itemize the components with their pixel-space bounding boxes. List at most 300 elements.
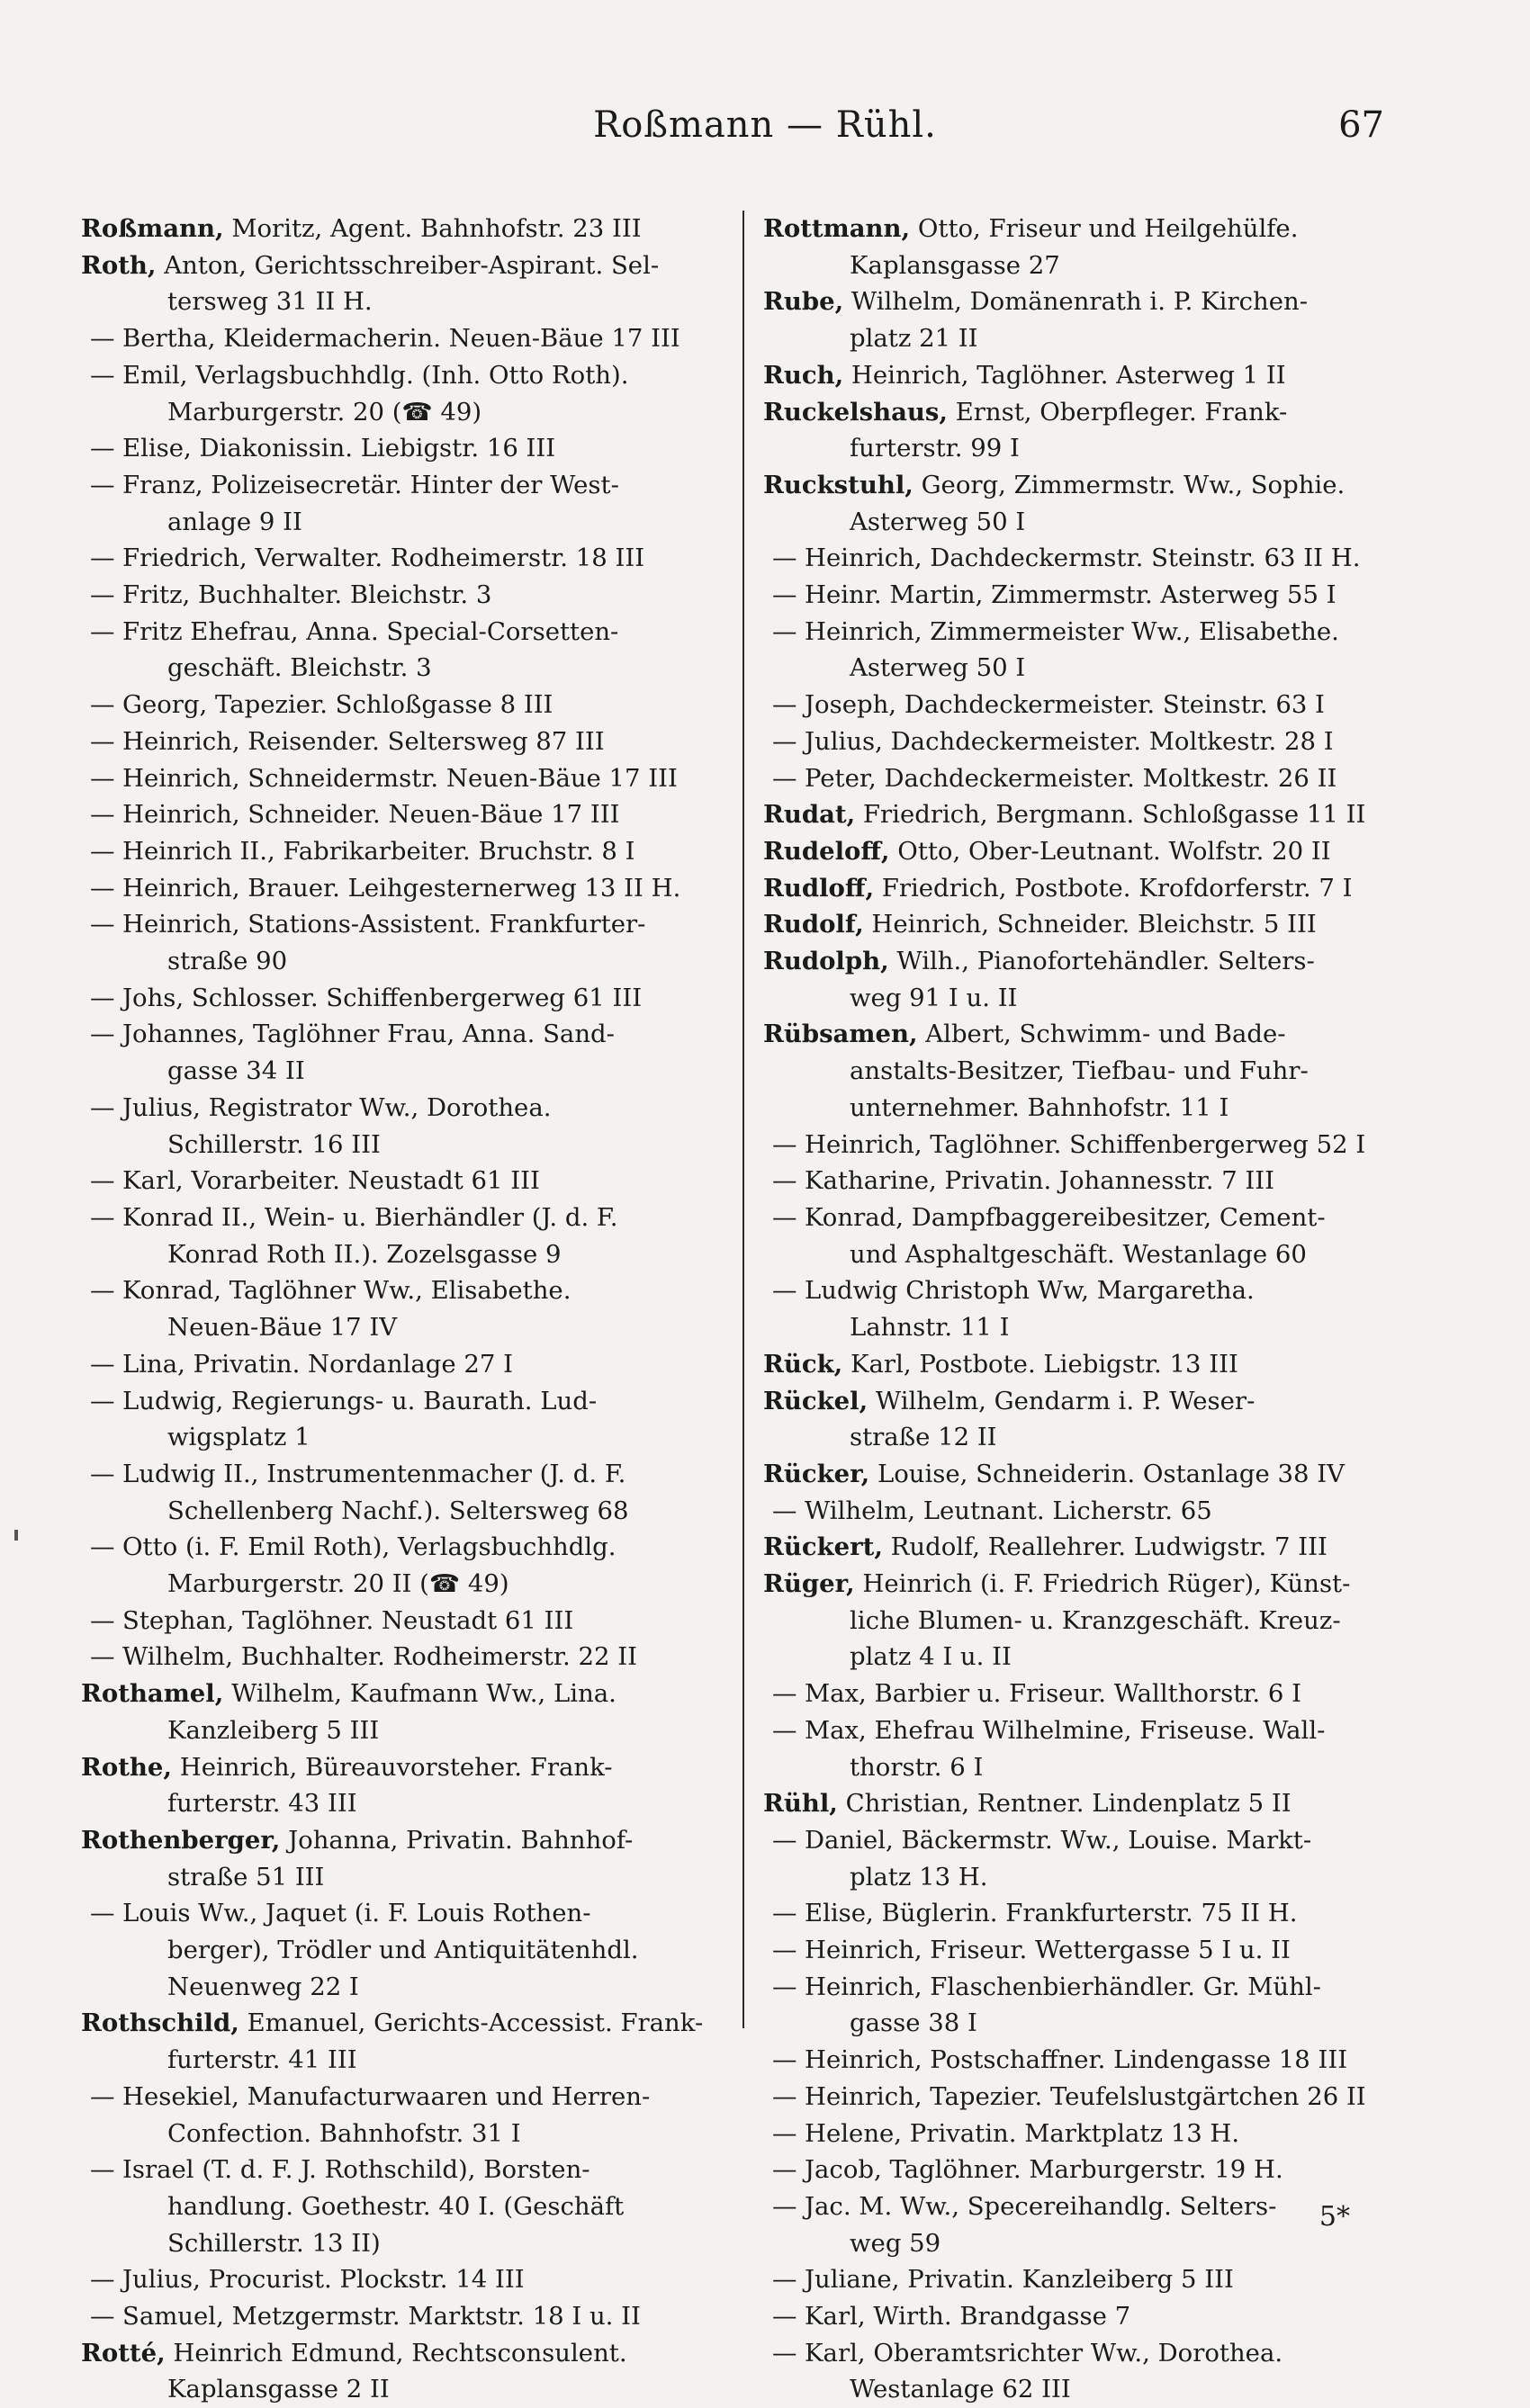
entry-text: Emil, Verlagsbuchhdlg. (Inh. Otto Roth). <box>122 360 629 390</box>
entry-text: wigsplatz 1 <box>167 1423 310 1452</box>
directory-entry <box>81 357 706 430</box>
entry-first-line <box>81 320 706 357</box>
directory-entry <box>763 943 1389 1016</box>
entry-first-line <box>763 1676 1389 1712</box>
directory-entry <box>81 1456 706 1529</box>
entry-first-line <box>81 980 706 1017</box>
directory-entry <box>81 1749 706 1822</box>
entry-continuation-line <box>763 2371 1389 2408</box>
entry-text: Stephan, Taglöhner. Neustadt 61 III <box>122 1605 574 1635</box>
directory-entry <box>81 1603 706 1640</box>
directory-entry <box>81 870 706 907</box>
directory-entry <box>81 1639 706 1676</box>
entry-text: Louis Ww., Jaquet (i. F. Louis Rothen- <box>122 1899 591 1928</box>
entry-first-line <box>81 906 706 943</box>
entry-text: Fritz, Buchhalter. Bleichstr. 3 <box>122 580 492 610</box>
entry-first-line <box>763 2261 1389 2298</box>
ditto-dash: — <box>772 544 797 573</box>
entry-first-line <box>81 1529 706 1566</box>
directory-entry <box>763 211 1389 283</box>
entry-first-line <box>81 1822 706 1859</box>
directory-entry <box>763 1822 1389 1895</box>
entry-text: Johs, Schlosser. Schiffenbergerweg 61 III <box>122 983 643 1012</box>
entry-text: Wilhelm, Domänenrath i. P. Kirchen- <box>850 287 1309 317</box>
entry-text: weg 59 <box>850 2228 941 2258</box>
entry-text: Kaplansgasse 27 <box>850 250 1060 280</box>
ditto-dash: — <box>90 1092 115 1122</box>
entry-text: Rudolf, Reallehrer. Ludwigstr. 7 III <box>890 1532 1328 1562</box>
ditto-dash: — <box>90 1202 115 1232</box>
directory-entry <box>81 1272 706 1345</box>
entry-first-line <box>81 796 706 833</box>
ditto-dash: — <box>90 1532 115 1562</box>
entry-first-line <box>763 943 1389 980</box>
entry-first-line <box>763 540 1389 577</box>
entry-first-line <box>763 687 1389 723</box>
entry-first-line <box>81 723 706 760</box>
entry-first-line <box>763 1127 1389 1164</box>
entry-text: Heinrich, Büreauvorsteher. Frank- <box>179 1752 613 1782</box>
entry-text: Louise, Schneiderin. Ostanlage 38 IV <box>877 1459 1345 1488</box>
entry-first-line <box>763 870 1389 907</box>
directory-entry <box>81 980 706 1017</box>
directory-entry <box>763 394 1389 467</box>
directory-entry <box>81 1016 706 1089</box>
directory-entry <box>81 2079 706 2152</box>
directory-entry <box>763 1566 1389 1676</box>
entry-text: platz 13 H. <box>850 1862 988 1891</box>
directory-entry <box>81 1163 706 1200</box>
ditto-dash: — <box>90 434 115 463</box>
entry-text: Franz, Polizeisecretär. Hinter der West- <box>122 470 619 499</box>
ditto-dash: — <box>772 1129 797 1159</box>
entry-text: Wilh., Pianofortehändler. Selters- <box>896 947 1315 976</box>
ditto-dash: — <box>772 1166 797 1196</box>
entry-surname: Rudat, <box>763 800 856 830</box>
entry-text: Otto (i. F. Emil Roth), Verlagsbuchhdlg. <box>122 1532 616 1562</box>
entry-first-line <box>81 870 706 907</box>
entry-continuation-line <box>81 1236 706 1273</box>
left-column <box>81 211 706 2408</box>
entry-first-line <box>81 1895 706 1932</box>
ditto-dash: — <box>772 2118 797 2148</box>
directory-entry <box>763 283 1389 356</box>
directory-entry <box>763 1529 1389 1566</box>
entry-first-line <box>763 1895 1389 1932</box>
entry-first-line <box>763 723 1389 760</box>
directory-entry <box>763 540 1389 577</box>
entry-first-line <box>81 687 706 723</box>
entry-text: Hesekiel, Manufacturwaaren und Herren- <box>122 2081 651 2111</box>
entry-first-line <box>763 760 1389 797</box>
entry-first-line <box>763 394 1389 431</box>
entry-text: Friedrich, Bergmann. Schloßgasse 11 II <box>862 800 1366 830</box>
directory-entry <box>763 1712 1389 1785</box>
entry-first-line <box>81 1016 706 1053</box>
entry-first-line <box>81 614 706 651</box>
entry-text: Konrad, Dampfbaggereibesitzer, Cement- <box>805 1202 1326 1232</box>
entry-text: Schellenberg Nachf.). Seltersweg 68 <box>167 1496 629 1525</box>
ditto-dash: — <box>90 1605 115 1635</box>
entry-text: Georg, Tapezier. Schloßgasse 8 III <box>122 690 554 720</box>
entry-text: berger), Trödler und Antiquitätenhdl. <box>167 1936 639 1965</box>
directory-entry <box>81 540 706 577</box>
directory-entry <box>763 577 1389 614</box>
ditto-dash: — <box>772 2081 797 2111</box>
ditto-dash: — <box>772 2302 797 2332</box>
ditto-dash: — <box>772 1715 797 1745</box>
entry-surname: Rühl, <box>763 1789 838 1819</box>
entry-first-line <box>81 1200 706 1236</box>
entry-first-line <box>81 760 706 797</box>
entry-text: Albert, Schwimm- und Bade- <box>925 1020 1286 1049</box>
entry-text: Heinrich, Taglöhner. Schiffenbergerweg 52 I <box>805 1129 1366 1159</box>
entry-text: Lina, Privatin. Nordanlage 27 I <box>122 1349 513 1379</box>
entry-text: handlung. Goethestr. 40 I. (Geschäft <box>167 2191 625 2221</box>
ditto-dash: — <box>90 1459 115 1488</box>
directory-entry <box>81 614 706 687</box>
entry-surname: Rudolph, <box>763 947 889 976</box>
entry-text: Westanlage 62 III <box>850 2375 1071 2404</box>
entry-text: Anton, Gerichtsschreiber-Aspirant. Sel- <box>164 250 660 280</box>
entry-first-line <box>81 1603 706 1640</box>
ditto-dash: — <box>90 1642 115 1672</box>
entry-first-line <box>81 1090 706 1127</box>
entry-continuation-line <box>763 1603 1389 1640</box>
directory-entry <box>763 357 1389 394</box>
entry-continuation-line <box>81 1712 706 1749</box>
entry-text: Karl, Postbote. Liebigstr. 13 III <box>850 1349 1238 1379</box>
ditto-dash: — <box>90 470 115 499</box>
entry-text: Heinrich, Dachdeckermstr. Steinstr. 63 II H. <box>805 544 1361 573</box>
entry-continuation-line <box>81 1053 706 1090</box>
entry-text: Johannes, Taglöhner Frau, Anna. Sand- <box>122 1020 615 1049</box>
directory-entry <box>81 906 706 979</box>
entry-surname: Rothenberger, <box>81 1825 281 1855</box>
directory-entry <box>81 1346 706 1383</box>
entry-text: furterstr. 41 III <box>167 2045 357 2075</box>
entry-first-line <box>81 2298 706 2335</box>
directory-entry <box>763 1272 1389 1345</box>
entry-continuation-line <box>763 650 1389 687</box>
entry-continuation-line <box>81 2116 706 2152</box>
entry-continuation-line <box>81 2188 706 2225</box>
directory-entry <box>763 2298 1389 2335</box>
entry-continuation-line <box>763 1639 1389 1676</box>
entry-text: Ludwig II., Instrumentenmacher (J. d. F. <box>122 1459 626 1488</box>
entry-text: Bertha, Kleidermacherin. Neuen-Bäue 17 III <box>122 324 680 354</box>
directory-entry <box>763 2116 1389 2152</box>
entry-first-line <box>81 2079 706 2116</box>
entry-first-line <box>763 1822 1389 1859</box>
entry-first-line <box>763 2298 1389 2335</box>
entry-text: weg 91 I u. II <box>850 983 1018 1012</box>
directory-entry <box>763 467 1389 540</box>
entry-text: straße 51 III <box>167 1862 325 1891</box>
directory-entry <box>763 2152 1389 2188</box>
entry-text: Heinrich II., Fabrikarbeiter. Bruchstr. 8 I <box>122 836 635 866</box>
ditto-dash: — <box>772 763 797 793</box>
entry-text: Julius, Registrator Ww., Dorothea. <box>122 1092 552 1122</box>
entry-surname: Ruckstuhl, <box>763 470 914 499</box>
ditto-dash: — <box>90 763 115 793</box>
ditto-dash: — <box>772 1496 797 1525</box>
entry-surname: Rüger, <box>763 1569 855 1599</box>
ditto-dash: — <box>90 910 115 939</box>
entry-first-line <box>763 1163 1389 1200</box>
entry-text: Konrad Roth II.). Zozelsgasse 9 <box>167 1239 562 1269</box>
directory-entry <box>81 1676 706 1748</box>
entry-surname: Rottmann, <box>763 214 911 243</box>
entry-surname: Roßmann, <box>81 214 224 243</box>
entry-continuation-line <box>763 1236 1389 1273</box>
directory-entry <box>81 1895 706 2005</box>
directory-entry <box>763 1932 1389 1969</box>
signature-mark: 5* <box>1318 2201 1350 2233</box>
entry-text: Heinrich, Tapezier. Teufelslustgärtchen 26 II <box>805 2081 1366 2111</box>
directory-entry <box>81 2335 706 2408</box>
entry-text: Karl, Vorarbeiter. Neustadt 61 III <box>122 1166 540 1196</box>
directory-entry <box>763 2335 1389 2408</box>
entry-text: Max, Barbier u. Friseur. Wallthorstr. 6 I <box>805 1679 1301 1709</box>
entry-text: furterstr. 99 I <box>850 434 1020 463</box>
entry-continuation-line <box>81 1566 706 1603</box>
entry-first-line <box>81 2152 706 2188</box>
entry-continuation-line <box>81 1127 706 1164</box>
entry-continuation-line <box>763 1090 1389 1127</box>
directory-entry <box>81 577 706 614</box>
directory-entry <box>81 723 706 760</box>
entry-text: Ernst, Oberpfleger. Frank- <box>955 397 1288 427</box>
entry-text: Marburgerstr. 20 (☎ 49) <box>167 397 482 427</box>
entry-text: Wilhelm, Gendarm i. P. Weser- <box>875 1386 1256 1415</box>
directory-entry <box>763 1383 1389 1456</box>
entry-surname: Ruch, <box>763 360 844 390</box>
directory-entry <box>763 2188 1389 2261</box>
entry-text: Heinr. Martin, Zimmermstr. Asterweg 55 I <box>805 580 1336 610</box>
ditto-dash: — <box>772 690 797 720</box>
entry-text: geschäft. Bleichstr. 3 <box>167 653 432 683</box>
entry-continuation-line <box>763 980 1389 1017</box>
entry-first-line <box>763 906 1389 943</box>
entry-text: Heinrich, Schneidermstr. Neuen-Bäue 17 III <box>122 763 678 793</box>
directory-entry <box>81 1529 706 1602</box>
entry-text: Confection. Bahnhofstr. 31 I <box>167 2118 521 2148</box>
entry-text: Heinrich, Reisender. Seltersweg 87 III <box>122 726 605 756</box>
ditto-dash: — <box>90 616 115 646</box>
directory-entry <box>81 247 706 320</box>
entry-first-line <box>763 2152 1389 2188</box>
entry-first-line <box>763 833 1389 870</box>
entry-first-line <box>763 1785 1389 1822</box>
entry-continuation-line <box>763 430 1389 467</box>
entry-text: Heinrich, Zimmermeister Ww., Elisabethe. <box>805 616 1339 646</box>
entry-first-line <box>81 467 706 504</box>
directory-entry <box>81 467 706 540</box>
entry-text: Heinrich, Friseur. Wettergasse 5 I u. II <box>805 1936 1291 1965</box>
ditto-dash: — <box>90 2265 115 2295</box>
entry-surname: Rück, <box>763 1349 843 1379</box>
entry-surname: Rübsamen, <box>763 1020 918 1049</box>
ditto-dash: — <box>772 1679 797 1709</box>
entry-continuation-line <box>81 1932 706 1969</box>
ditto-dash: — <box>90 1899 115 1928</box>
entry-text: und Asphaltgeschäft. Westanlage 60 <box>850 1239 1307 1269</box>
entry-first-line <box>81 357 706 394</box>
directory-entry <box>763 1895 1389 1932</box>
entry-first-line <box>81 1749 706 1786</box>
running-head: Roßmann — Rühl. <box>593 104 937 146</box>
ditto-dash: — <box>90 836 115 866</box>
entry-continuation-line <box>81 283 706 320</box>
ditto-dash: — <box>90 544 115 573</box>
directory-entry <box>81 1200 706 1272</box>
directory-entry <box>81 1822 706 1895</box>
ditto-dash: — <box>90 983 115 1012</box>
entry-text: Konrad II., Wein- u. Bierhändler (J. d. F. <box>122 1202 618 1232</box>
entry-text: Heinrich, Taglöhner. Asterweg 1 II <box>850 360 1286 390</box>
directory-entry <box>763 1493 1389 1530</box>
entry-first-line <box>81 430 706 467</box>
entry-first-line <box>81 1272 706 1309</box>
entry-surname: Rudeloff, <box>763 836 890 866</box>
directory-entry <box>81 1090 706 1163</box>
directory-entry <box>81 2298 706 2335</box>
ditto-dash: — <box>90 2155 115 2185</box>
entry-text: Elise, Büglerin. Frankfurterstr. 75 II H. <box>805 1899 1298 1928</box>
entry-continuation-line <box>81 1969 706 2006</box>
right-column <box>763 211 1389 2408</box>
ditto-dash: — <box>772 1276 797 1306</box>
directory-entry <box>81 2152 706 2261</box>
entry-first-line <box>763 614 1389 651</box>
entry-first-line <box>763 1272 1389 1309</box>
entry-first-line <box>81 577 706 614</box>
ditto-dash: — <box>772 1202 797 1232</box>
entry-continuation-line <box>763 504 1389 541</box>
entry-surname: Rotté, <box>81 2338 166 2368</box>
ditto-dash: — <box>90 726 115 756</box>
directory-entry <box>763 796 1389 833</box>
entry-text: Lahnstr. 11 I <box>850 1313 1010 1343</box>
entry-text: Asterweg 50 I <box>850 653 1026 683</box>
entry-first-line <box>81 1163 706 1200</box>
ditto-dash: — <box>90 580 115 610</box>
entry-continuation-line <box>81 1859 706 1896</box>
entry-surname: Rothschild, <box>81 2008 239 2038</box>
ditto-dash: — <box>90 1349 115 1379</box>
entry-text: unternehmer. Bahnhofstr. 11 I <box>850 1092 1229 1122</box>
directory-entry <box>763 1676 1389 1712</box>
entry-surname: Rothe, <box>81 1752 172 1782</box>
entry-text: Emanuel, Gerichts-Accessist. Frank- <box>247 2008 704 2038</box>
entry-text: Christian, Rentner. Lindenplatz 5 II <box>845 1789 1292 1819</box>
entry-continuation-line <box>81 2042 706 2079</box>
entry-first-line <box>763 1200 1389 1236</box>
ditto-dash: — <box>90 360 115 390</box>
entry-first-line <box>763 2042 1389 2079</box>
entry-text: Otto, Friseur und Heilgehülfe. <box>917 214 1299 243</box>
directory-entry <box>81 687 706 723</box>
entry-text: Julius, Procurist. Plockstr. 14 III <box>122 2265 525 2295</box>
ditto-dash: — <box>772 2265 797 2295</box>
entry-continuation-line <box>763 1749 1389 1786</box>
entry-text: Georg, Zimmermstr. Ww., Sophie. <box>921 470 1346 499</box>
entry-surname: Rückert, <box>763 1532 883 1562</box>
page-number: 67 <box>1338 104 1384 146</box>
entry-continuation-line <box>763 247 1389 284</box>
entry-text: Israel (T. d. F. J. Rothschild), Borsten- <box>122 2155 590 2185</box>
entry-text: Peter, Dachdeckermeister. Moltkestr. 26 II <box>805 763 1337 793</box>
entry-first-line <box>763 2188 1389 2225</box>
entry-first-line <box>763 796 1389 833</box>
entry-continuation-line <box>763 2005 1389 2042</box>
entry-text: Heinrich, Brauer. Leihgesternerweg 13 II H. <box>122 873 681 903</box>
entry-first-line <box>763 2079 1389 2116</box>
entry-surname: Ruckelshaus, <box>763 397 948 427</box>
directory-entry <box>763 1127 1389 1164</box>
entry-continuation-line <box>81 394 706 431</box>
entry-text: Juliane, Privatin. Kanzleiberg 5 III <box>805 2265 1234 2295</box>
ditto-dash: — <box>772 2155 797 2185</box>
directory-entry <box>81 320 706 357</box>
entry-text: Elise, Diakonissin. Liebigstr. 16 III <box>122 434 556 463</box>
ditto-dash: — <box>772 1972 797 2001</box>
entry-continuation-line <box>81 2371 706 2408</box>
entry-text: Johanna, Privatin. Bahnhof- <box>288 1825 634 1855</box>
entry-continuation-line <box>81 1309 706 1346</box>
entry-first-line <box>763 1566 1389 1603</box>
ditto-dash: — <box>90 1020 115 1049</box>
entry-continuation-line <box>81 2225 706 2262</box>
entry-text: straße 90 <box>167 947 288 976</box>
ditto-dash: — <box>90 1276 115 1306</box>
directory-entry <box>763 1016 1389 1126</box>
entry-text: straße 12 II <box>850 1423 997 1452</box>
entry-text: Heinrich, Schneider. Bleichstr. 5 III <box>871 910 1317 939</box>
entry-text: Konrad, Taglöhner Ww., Elisabethe. <box>122 1276 572 1306</box>
entry-text: Heinrich, Flaschenbierhändler. Gr. Mühl- <box>805 1972 1321 2001</box>
ditto-dash: — <box>772 726 797 756</box>
entry-text: liche Blumen- u. Kranzgeschäft. Kreuz- <box>850 1605 1341 1635</box>
entry-text: gasse 38 I <box>850 2008 977 2038</box>
entry-text: Heinrich Edmund, Rechtsconsulent. <box>173 2338 627 2368</box>
entry-continuation-line <box>763 1053 1389 1090</box>
entry-text: Kaplansgasse 2 II <box>167 2375 390 2404</box>
directory-entry <box>763 833 1389 870</box>
directory-entry <box>763 1346 1389 1383</box>
entry-text: Wilhelm, Buchhalter. Rodheimerstr. 22 II <box>122 1642 637 1672</box>
entry-text: Heinrich, Schneider. Neuen-Bäue 17 III <box>122 800 620 830</box>
entry-first-line <box>81 2261 706 2298</box>
entry-surname: Rücker, <box>763 1459 870 1488</box>
directory-entry <box>763 614 1389 687</box>
ditto-dash: — <box>772 1825 797 1855</box>
entry-first-line <box>763 1712 1389 1749</box>
entry-first-line <box>763 283 1389 320</box>
entry-text: tersweg 31 II H. <box>167 287 373 317</box>
entry-text: Katharine, Privatin. Johannesstr. 7 III <box>805 1166 1275 1196</box>
entry-surname: Roth, <box>81 250 157 280</box>
entry-first-line <box>763 2116 1389 2152</box>
directory-entry <box>763 906 1389 943</box>
entry-text: furterstr. 43 III <box>167 1789 357 1819</box>
entry-first-line <box>763 2335 1389 2372</box>
entry-first-line <box>763 211 1389 247</box>
ditto-dash: — <box>90 1166 115 1196</box>
directory-entry <box>763 1163 1389 1200</box>
directory-entry <box>81 760 706 797</box>
